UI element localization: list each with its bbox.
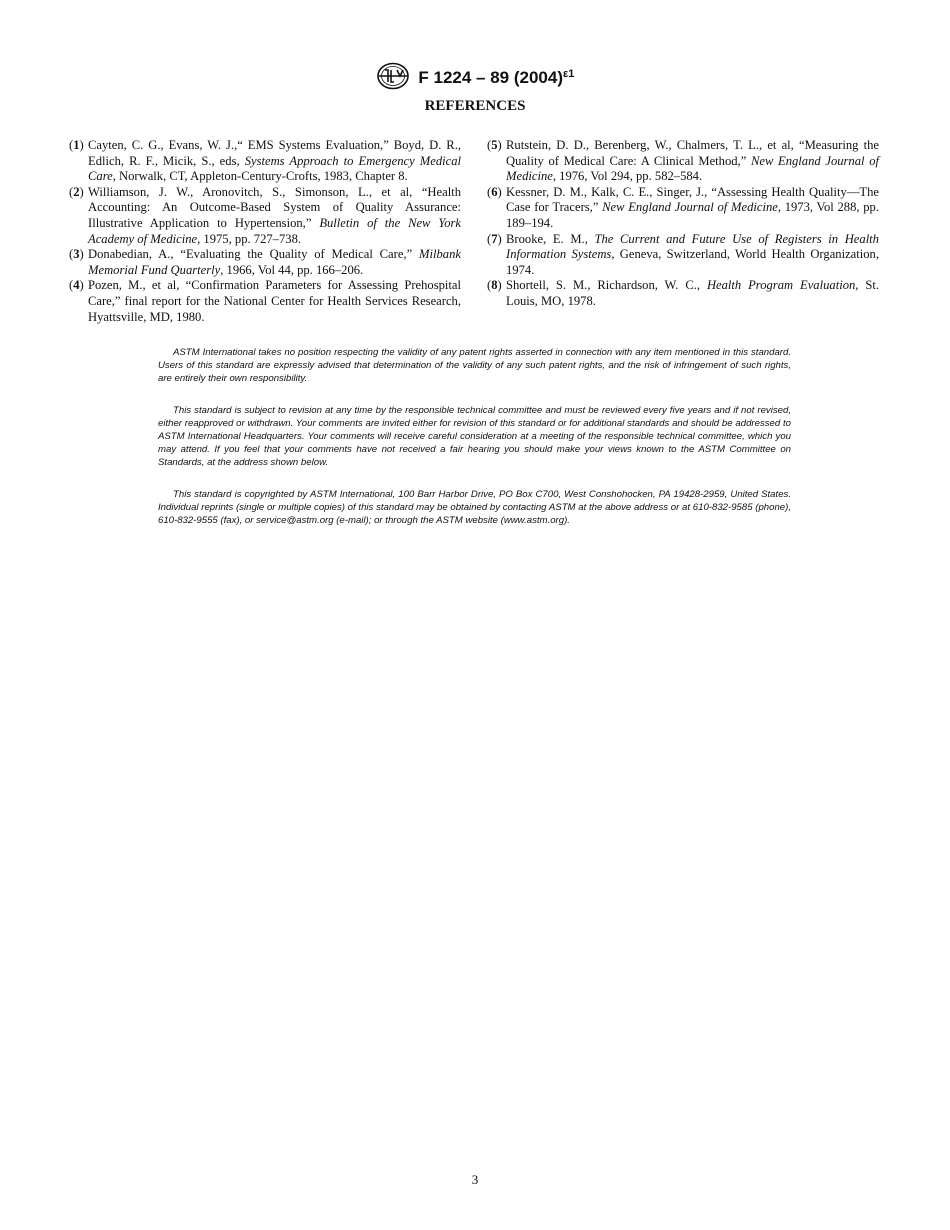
- reference-title: Systems Approach to Emergency Medical Care: [88, 153, 461, 184]
- reference-title: New England Journal of Medicine: [602, 200, 778, 215]
- reference-item: [487, 185, 879, 232]
- reference-text: Kessner, D. M., Kalk, C. E., Singer, J., “Assessing Health Quality—The Case for Tracers,”: [506, 184, 879, 215]
- standard-designation: F 1224 – 89 $(2004)^{\varepsilon 1}$: [418, 68, 575, 87]
- reference-text: , Norwalk, CT, Appleton-Century-Crofts, 1983, Chapter 8.: [112, 169, 408, 184]
- reference-title: Health Program Evaluation: [706, 278, 856, 293]
- reference-number: (4): [69, 278, 84, 293]
- astm-logo-icon: [376, 62, 410, 90]
- reference-text: Rutstein, D. D., Berenberg, W., Chalmers, T. L., et al, “Measuring the Quality of Medical Care: A Clinical Method,”: [506, 138, 879, 168]
- copyright-notice: This standard is copyrighted by ASTM International, 100 Barr Harbor Drive, PO Box C700, West Conshohocken, PA 19428-2959, United States. Individual reprints (single or multiple copies) of this standard may be obtained by contacting ASTM at the above address or at 610-832-9585 (phone), 610-832-9555 (fax), or service@astm.org (e-mail); or through the ASTM website (www.astm.org).: [158, 489, 791, 526]
- reference-item: [487, 138, 879, 185]
- reference-text: Brooke, E. M.,: [506, 231, 595, 246]
- reference-text: , 1966, Vol 44, pp. 166–206.: [220, 262, 364, 277]
- reference-title: The Current and Future Use of Registers in Health Information Systems: [506, 231, 879, 262]
- reference-text: , St. Louis, MO, 1978.: [506, 278, 879, 308]
- reference-item: [69, 138, 461, 185]
- epsilon-superscript: ε1: [563, 68, 575, 80]
- reference-text: Donabedian, A., “Evaluating the Quality of Medical Care,”: [88, 247, 420, 262]
- reference-text: Pozen, M., et al, “Confirmation Parameters for Assessing Prehospital Care,” final report for the National Center for Health Services Research, Hyattsville, MD, 1980.: [88, 278, 461, 324]
- reference-text: , 1975, pp. 727–738.: [197, 231, 302, 246]
- reference-text: Cayten, C. G., Evans, W. J.,“ EMS Systems Evaluation,” Boyd, D. R., Edlich, R. F., Micik, S., eds,: [88, 138, 461, 168]
- reference-number: (8): [487, 278, 502, 293]
- reference-item: [487, 232, 879, 279]
- patent-notice: ASTM International takes no position respecting the validity of any patent rights asserted in connection with any item mentioned in this standard. Users of this standard are expressly advised that determination of the validity of any such patent rights, and the risk of infringement of such rights, are entirely their own responsibility.: [158, 347, 791, 384]
- reference-text: Williamson, J. W., Aronovitch, S., Simonson, L., et al, “Health Accounting: An Outcome-Based System of Quality Assurance: Illustrative Application to Hypertension,”: [88, 184, 461, 230]
- reference-number: (6): [487, 184, 502, 199]
- reference-title: New England Journal of Medicine: [506, 153, 879, 184]
- revision-notice: This standard is subject to revision at any time by the responsible technical committee and must be reviewed every five years and if not revised, either reapproved or withdrawn. Your comments are invited either for revision of this standard or for additional standards and should be addressed to ASTM International Headquarters. Your comments will receive careful consideration at a meeting of the responsible technical committee, which you may attend. If you feel that your comments have not received a fair hearing you should make your views known to the ASTM Committee on Standards, at the address shown below.: [158, 405, 791, 468]
- reference-number: (1): [69, 138, 84, 152]
- reference-item: [69, 185, 461, 247]
- reference-title: Bulletin of the New York Academy of Medicine: [88, 215, 461, 246]
- page-header: [0, 62, 950, 90]
- references-heading: REFERENCES: [424, 98, 526, 114]
- reference-text: , Geneva, Switzerland, World Health Organization, 1974.: [506, 247, 879, 277]
- references-column-right: [487, 138, 879, 310]
- reference-number: (3): [69, 247, 84, 262]
- page-number: 3: [471, 1172, 479, 1187]
- reference-number: (2): [69, 184, 84, 199]
- reference-text: , 1973, Vol 288, pp. 189–194.: [506, 200, 880, 230]
- references-column-left: [69, 138, 461, 325]
- reference-item: [69, 247, 461, 278]
- reference-item: [487, 278, 879, 309]
- reference-text: Shortell, S. M., Richardson, W. C.,: [506, 278, 707, 293]
- reference-number: (7): [487, 231, 502, 246]
- reference-text: , 1976, Vol 294, pp. 582–584.: [552, 169, 703, 184]
- reference-number: (5): [487, 138, 502, 152]
- reference-item: [69, 278, 461, 325]
- reference-title: Milbank Memorial Fund Quarterly: [88, 247, 461, 277]
